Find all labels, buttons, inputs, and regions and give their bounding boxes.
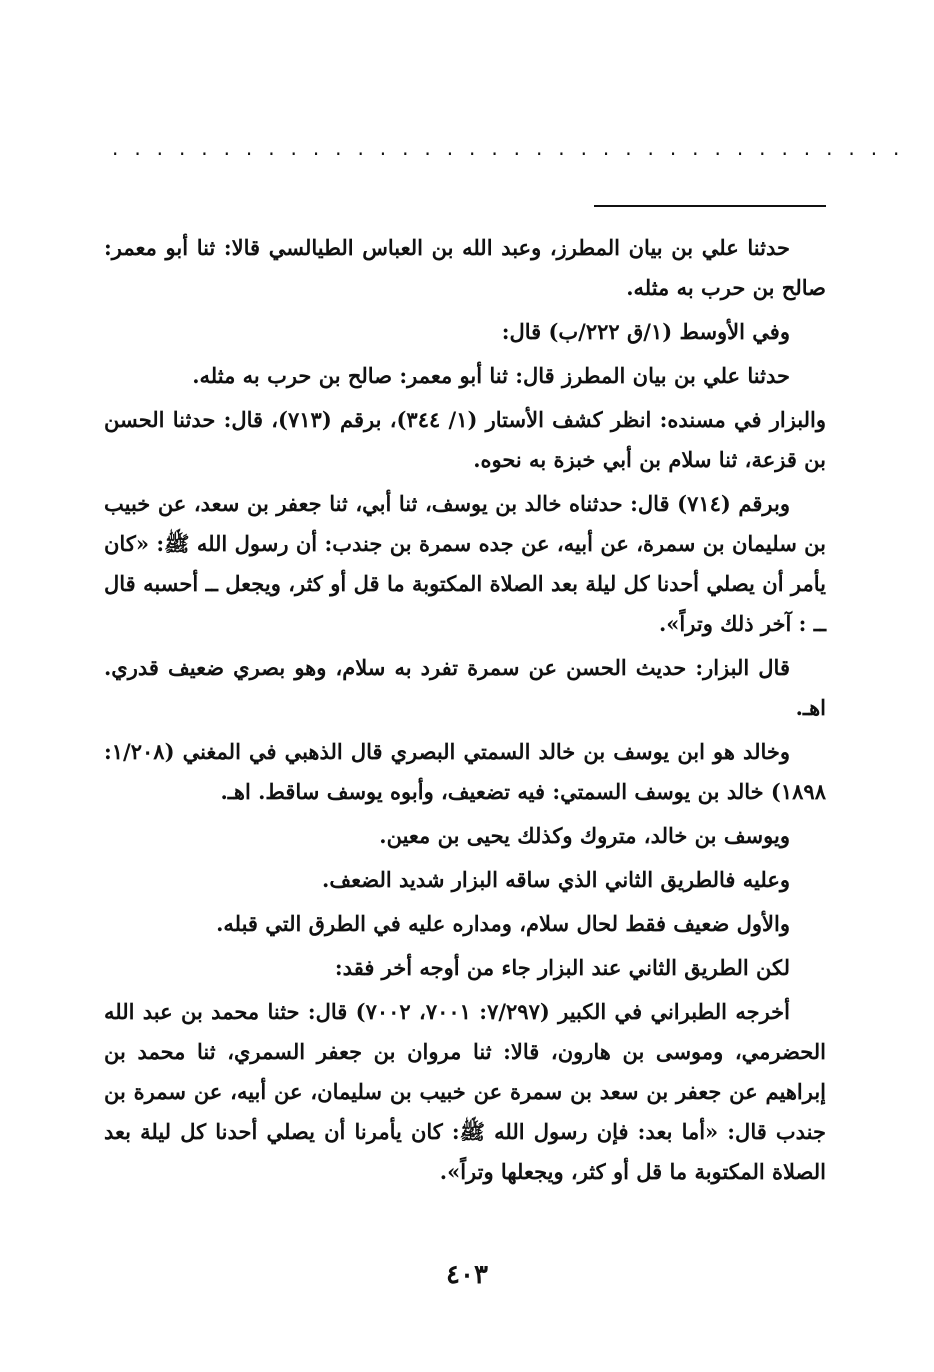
page-number: ٤٠٣ (446, 1260, 488, 1290)
paragraph-10: والأول ضعيف فقط لحال سلام، ومداره عليه في الطرق التي قبله. (216, 911, 790, 936)
footnote-rule (594, 205, 826, 207)
paragraph-3: حدثنا علي بن بيان المطرز قال: ثنا أبو معمر: صالح بن حرب به مثله. (192, 363, 790, 388)
paragraph-11: لكن الطريق الثاني عند البزار جاء من أوجه أخر فقد: (334, 955, 790, 980)
paragraph-1: حدثنا علي بن بيان المطرز، وعبد الله بن العباس الطيالسي قالا: ثنا أبو معمر: صالح بن حرب به مثله. (104, 235, 826, 300)
paragraph-4: والبزار في مسنده: انظر كشف الأستار (١/ ٣٤٤)، برقم (٧١٣)، قال: حدثنا الحسن بن قزعة، ثنا سلام بن أبي خبزة به نحوه. (104, 407, 827, 472)
paragraph-6: قال البزار: حديث الحسن عن سمرة تفرد به سلام، وهو بصري ضعيف قدري. اهـ. (104, 655, 826, 720)
paragraph-2: وفي الأوسط (١/ق ٢٢٢/ب) قال: (501, 319, 790, 344)
paragraph-5: وبرقم (٧١٤) قال: حدثناه خالد بن يوسف، ثنا أبي، ثنا جعفر بن سعد، عن خبيب بن سليمان بن سمرة، عن أبيه، عن جده سمرة بن جندب: أن رسول الله ﷺ: «كان يأمر أن يصلي أحدنا كل ليلة بعد الصلاة المكتوبة ما قل أو كثر، ويجعل ــ أحسبه قال ــ : آخر ذلك وتراً». (104, 491, 826, 636)
paragraph-8: ويوسف بن خالد، متروك وكذلك يحيى بن معين. (379, 823, 790, 848)
separator-dots: . . . . . . . . . . . . . . . . . . . . . . . . . . . . . . . . . . . . (112, 136, 905, 160)
paragraph-9: وعليه فالطريق الثاني الذي ساقه البزار شديد الضعف. (322, 867, 790, 892)
paragraph-7: وخالد هو ابن يوسف بن خالد السمتي البصري قال الذهبي في المغني (١/٢٠٨: ١٨٩٨) خالد بن يوسف السمتي: فيه تضعيف، وأبوه يوسف ساقط. اهـ. (104, 739, 826, 804)
footnote-text (104, 228, 826, 1196)
paragraph-12: أخرجه الطبراني في الكبير (٧/٢٩٧: ٧٠٠١، ٧٠٠٢) قال: حثنا محمد بن عبد الله الحضرمي، وموسى بن هارون، قالا: ثنا مروان بن جعفر السمري، ثنا محمد بن إبراهيم عن جعفر بن سعد بن سمرة عن خبيب بن سليمان، عن أبيه، عن سمرة بن جندب قال: «أما بعد: فإن رسول الله ﷺ: كان يأمرنا أن يصلي أحدنا كل ليلة بعد الصلاة المكتوبة ما قل أو كثر، ويجعلها وتراً». (104, 999, 826, 1184)
